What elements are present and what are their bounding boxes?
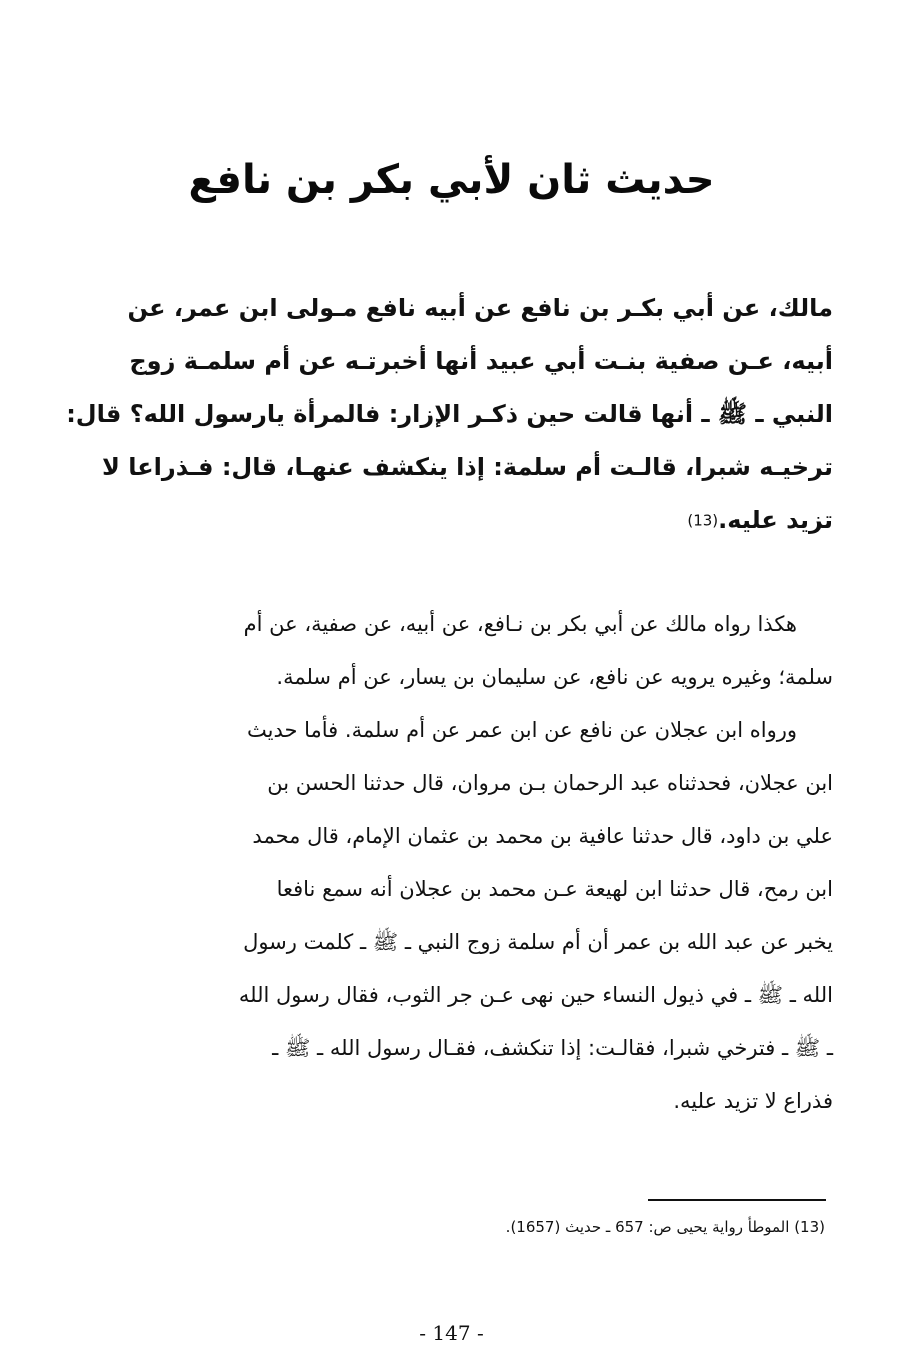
page-number: - 147 - (419, 1321, 484, 1345)
commentary-line: يخبر عن عبد الله بن عمر أن أم سلمة زوج النبي ـ ﷺ ـ كلمت رسول (243, 930, 833, 954)
commentary-line: هكذا رواه مالك عن أبي بكر بن نـافع، عن أبيه، عن صفية، عن أم (243, 612, 797, 636)
commentary-text (103, 598, 833, 1128)
footnote-reference[interactable]: (13) (687, 511, 719, 530)
footnote: (13) الموطأ رواية يحيى ص: 657 ـ حديث (1657). (505, 1218, 825, 1236)
commentary-line: ـ ﷺ ـ فترخي شبرا، فقالـت: إذا تنكشف، فقـال رسول الله ـ ﷺ ـ (272, 1036, 833, 1060)
hadith-text (66, 282, 833, 548)
commentary-line: سلمة؛ وغيره يرويه عن نافع، عن سليمان بن يسار، عن أم سلمة. (276, 665, 833, 689)
page-title: حديث ثان لأبي بكر بن نافع (188, 157, 715, 203)
footnote-divider (648, 1199, 826, 1201)
commentary-line: ورواه ابن عجلان عن نافع عن ابن عمر عن أم سلمة. فأما حديث (246, 718, 797, 742)
hadith-line: مالك، عن أبي بكـر بن نافع عن أبيه نافع مـولى ابن عمر، عن (127, 294, 833, 322)
hadith-line: أبيه، عـن صفية بنـت أبي عبيد أنها أخبرتـه عن أم سلمـة زوج (129, 347, 833, 375)
commentary-line: ابن رمح، قال حدثنا ابن لهيعة عـن محمد بن عجلان أنه سمع نافعا (276, 877, 833, 901)
hadith-line-last (103, 494, 833, 548)
hadith-line: تزيد عليه. (718, 506, 833, 534)
hadith-line: ترخيـه شبرا، قالـت أم سلمة: إذا ينكشف عنهـا، قال: فـذراعا لا (102, 453, 833, 481)
hadith-line: النبي ـ ﷺ ـ أنها قالت حين ذكـر الإزار: فالمرأة يارسول الله؟ قال: (66, 400, 833, 428)
commentary-line: علي بن داود، قال حدثنا عافية بن محمد بن عثمان الإمام، قال محمد (252, 824, 833, 848)
commentary-line: فذراع لا تزيد عليه. (673, 1089, 833, 1113)
commentary-line: الله ـ ﷺ ـ في ذيول النساء حين نهى عـن جر الثوب، فقال رسول الله (238, 983, 833, 1007)
commentary-line: ابن عجلان، فحدثناه عبد الرحمان بـن مروان، قال حدثنا الحسن بن (267, 771, 833, 795)
